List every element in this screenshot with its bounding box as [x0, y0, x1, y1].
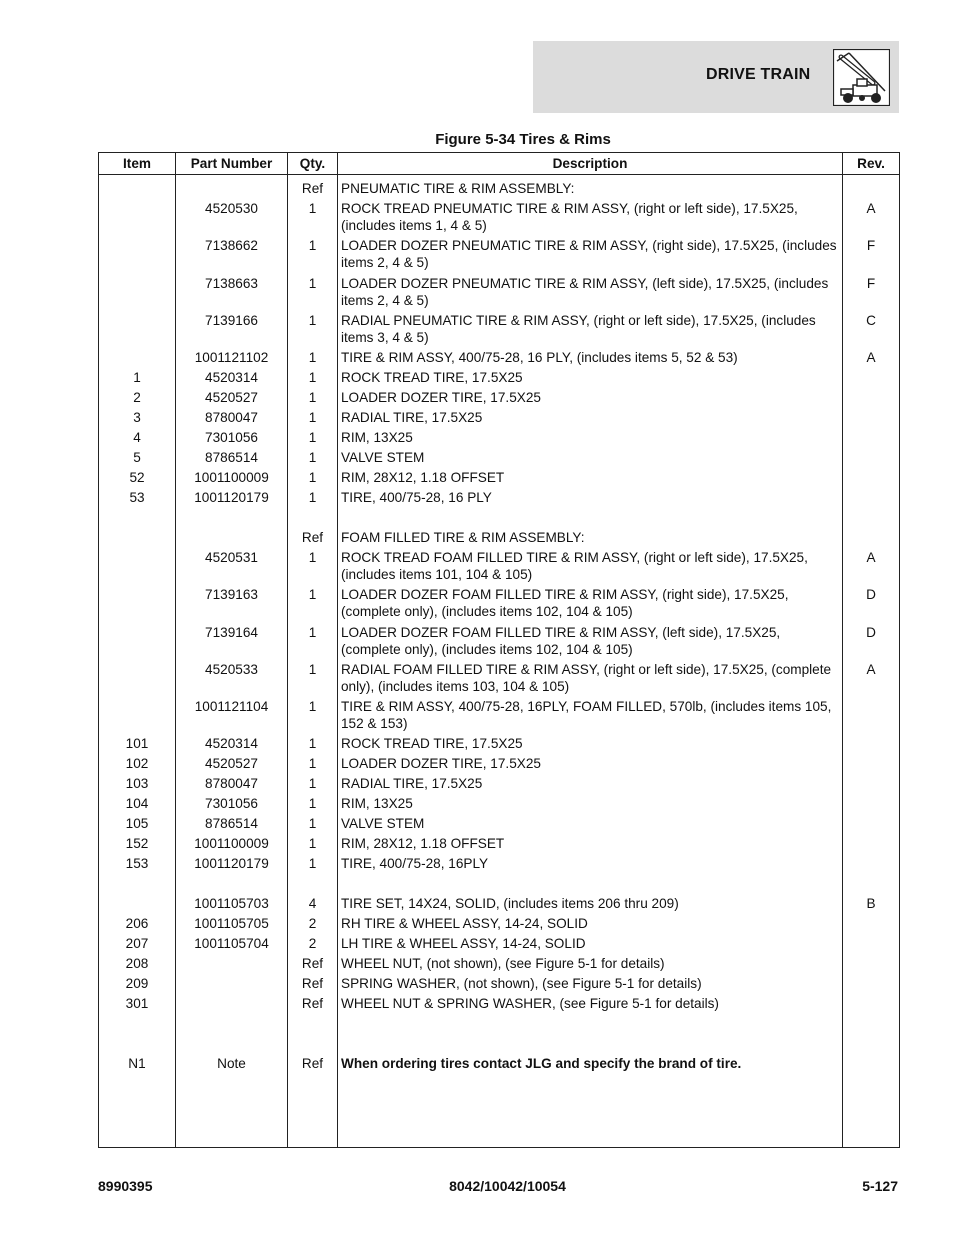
table-row: [99, 586, 900, 624]
rev-cell: [843, 1015, 900, 1055]
rev-cell: [843, 509, 900, 529]
table-header-row: [99, 153, 900, 175]
rev-cell: A: [843, 661, 900, 698]
table-row: [99, 509, 900, 529]
description-cell: ROCK TREAD TIRE, 17.5X25: [338, 735, 843, 755]
part-number-cell: 4520314: [176, 735, 288, 755]
description-cell: VALVE STEM: [338, 815, 843, 835]
part-number-cell: 7139163: [176, 586, 288, 624]
column-header-rev: Rev.: [843, 153, 900, 175]
rev-cell: [843, 409, 900, 429]
part-number-cell: 4520527: [176, 755, 288, 775]
qty-cell: Ref: [288, 529, 338, 549]
rev-cell: [843, 529, 900, 549]
description-cell: LOADER DOZER PNEUMATIC TIRE & RIM ASSY, (left side), 17.5X25, (includes items 2, 4 & 5): [338, 275, 843, 312]
rev-cell: [843, 735, 900, 755]
loader-machine-icon: [833, 49, 890, 106]
item-cell: [99, 312, 176, 349]
item-cell: 53: [99, 489, 176, 509]
table-row: [99, 389, 900, 409]
table-row: [99, 549, 900, 586]
table-row: [99, 1055, 900, 1148]
table-row: [99, 915, 900, 935]
description-cell: LOADER DOZER FOAM FILLED TIRE & RIM ASSY, (left side), 17.5X25, (complete only), (includes items 102, 104 & 105): [338, 624, 843, 661]
description-cell: FOAM FILLED TIRE & RIM ASSEMBLY:: [338, 529, 843, 549]
description-cell: RIM, 28X12, 1.18 OFFSET: [338, 835, 843, 855]
table-row: [99, 1015, 900, 1055]
column-header-item: Item: [99, 153, 176, 175]
rev-cell: [843, 775, 900, 795]
item-cell: 301: [99, 995, 176, 1015]
qty-cell: 1: [288, 815, 338, 835]
description-cell: RIM, 13X25: [338, 429, 843, 449]
description-cell: [338, 1015, 843, 1055]
qty-cell: 1: [288, 469, 338, 489]
part-number-cell: 8780047: [176, 409, 288, 429]
description-cell: RADIAL FOAM FILLED TIRE & RIM ASSY, (right or left side), 17.5X25, (complete only), (includes items 103, 104 & 105): [338, 661, 843, 698]
rev-cell: A: [843, 349, 900, 369]
item-cell: 104: [99, 795, 176, 815]
rev-cell: [843, 955, 900, 975]
part-number-cell: 1001121104: [176, 698, 288, 735]
rev-cell: [843, 975, 900, 995]
qty-cell: 1: [288, 698, 338, 735]
column-header-qty: Qty.: [288, 153, 338, 175]
item-cell: [99, 275, 176, 312]
qty-cell: 4: [288, 895, 338, 915]
table-row: [99, 735, 900, 755]
rev-cell: C: [843, 312, 900, 349]
rev-cell: [843, 389, 900, 409]
rev-cell: F: [843, 275, 900, 312]
item-cell: 4: [99, 429, 176, 449]
qty-cell: 1: [288, 389, 338, 409]
item-cell: 3: [99, 409, 176, 429]
qty-cell: 1: [288, 449, 338, 469]
description-cell: When ordering tires contact JLG and specify the brand of tire.: [338, 1055, 843, 1148]
part-number-cell: [176, 955, 288, 975]
part-number-cell: 1001120179: [176, 855, 288, 875]
table-row: [99, 835, 900, 855]
table-row: [99, 429, 900, 449]
qty-cell: 1: [288, 855, 338, 875]
qty-cell: Ref: [288, 975, 338, 995]
item-cell: [99, 529, 176, 549]
rev-cell: B: [843, 895, 900, 915]
description-cell: RADIAL TIRE, 17.5X25: [338, 409, 843, 429]
rev-cell: D: [843, 586, 900, 624]
qty-cell: 1: [288, 586, 338, 624]
item-cell: [99, 624, 176, 661]
description-cell: TIRE, 400/75-28, 16 PLY: [338, 489, 843, 509]
description-cell: TIRE SET, 14X24, SOLID, (includes items 206 thru 209): [338, 895, 843, 915]
rev-cell: [843, 815, 900, 835]
table-row: [99, 237, 900, 275]
description-cell: LOADER DOZER PNEUMATIC TIRE & RIM ASSY, (right side), 17.5X25, (includes items 2, 4 & 5): [338, 237, 843, 275]
description-cell: RIM, 13X25: [338, 795, 843, 815]
table-row: [99, 529, 900, 549]
item-cell: [99, 698, 176, 735]
item-cell: 5: [99, 449, 176, 469]
rev-cell: [843, 795, 900, 815]
qty-cell: Ref: [288, 955, 338, 975]
qty-cell: 1: [288, 755, 338, 775]
item-cell: 153: [99, 855, 176, 875]
table-row: [99, 349, 900, 369]
item-cell: 52: [99, 469, 176, 489]
parts-table: [98, 152, 900, 1148]
rev-cell: [843, 995, 900, 1015]
description-cell: ROCK TREAD PNEUMATIC TIRE & RIM ASSY, (right or left side), 17.5X25, (includes items 1, 4 & 5): [338, 200, 843, 237]
part-number-cell: [176, 995, 288, 1015]
table-row: [99, 200, 900, 237]
part-number-cell: 7139166: [176, 312, 288, 349]
description-cell: LOADER DOZER TIRE, 17.5X25: [338, 389, 843, 409]
description-cell: RADIAL TIRE, 17.5X25: [338, 775, 843, 795]
figure-title: Figure 5-34 Tires & Rims: [435, 131, 611, 148]
part-number-cell: 8780047: [176, 775, 288, 795]
part-number-cell: 7301056: [176, 429, 288, 449]
description-cell: PNEUMATIC TIRE & RIM ASSEMBLY:: [338, 180, 843, 200]
part-number-cell: 7138663: [176, 275, 288, 312]
part-number-cell: 1001105704: [176, 935, 288, 955]
table-row: [99, 855, 900, 875]
description-cell: ROCK TREAD FOAM FILLED TIRE & RIM ASSY, (right or left side), 17.5X25, (includes items 101, 104 & 105): [338, 549, 843, 586]
part-number-cell: 1001105703: [176, 895, 288, 915]
rev-cell: [843, 469, 900, 489]
part-number-cell: 1001100009: [176, 469, 288, 489]
table-row: [99, 409, 900, 429]
table-row: [99, 935, 900, 955]
part-number-cell: Note: [176, 1055, 288, 1148]
table-row: [99, 955, 900, 975]
qty-cell: 1: [288, 795, 338, 815]
qty-cell: 1: [288, 775, 338, 795]
qty-cell: 1: [288, 429, 338, 449]
description-cell: LH TIRE & WHEEL ASSY, 14-24, SOLID: [338, 935, 843, 955]
qty-cell: Ref: [288, 1055, 338, 1148]
part-number-cell: 7139164: [176, 624, 288, 661]
item-cell: 206: [99, 915, 176, 935]
qty-cell: Ref: [288, 995, 338, 1015]
rev-cell: A: [843, 200, 900, 237]
description-cell: SPRING WASHER, (not shown), (see Figure 5-1 for details): [338, 975, 843, 995]
qty-cell: 1: [288, 369, 338, 389]
rev-cell: [843, 755, 900, 775]
table-row: [99, 875, 900, 895]
table-row: [99, 775, 900, 795]
qty-cell: [288, 509, 338, 529]
description-cell: TIRE, 400/75-28, 16PLY: [338, 855, 843, 875]
part-number-cell: 8786514: [176, 449, 288, 469]
rev-cell: D: [843, 624, 900, 661]
footer-page-number: 5-127: [862, 1178, 898, 1194]
qty-cell: 1: [288, 661, 338, 698]
item-cell: 105: [99, 815, 176, 835]
item-cell: 208: [99, 955, 176, 975]
qty-cell: 2: [288, 915, 338, 935]
item-cell: 2: [99, 389, 176, 409]
description-cell: VALVE STEM: [338, 449, 843, 469]
table-row: [99, 369, 900, 389]
qty-cell: 1: [288, 312, 338, 349]
rev-cell: [843, 369, 900, 389]
rev-cell: [843, 489, 900, 509]
footer-models: 8042/10042/10054: [449, 1178, 566, 1194]
table-row: [99, 661, 900, 698]
part-number-cell: 7138662: [176, 237, 288, 275]
rev-cell: [843, 1055, 900, 1148]
description-cell: LOADER DOZER FOAM FILLED TIRE & RIM ASSY, (right side), 17.5X25, (complete only), (includes items 102, 104 & 105): [338, 586, 843, 624]
part-number-cell: 4520531: [176, 549, 288, 586]
part-number-cell: 1001100009: [176, 835, 288, 855]
item-cell: 103: [99, 775, 176, 795]
item-cell: [99, 875, 176, 895]
footer-doc-number: 8990395: [98, 1178, 153, 1194]
item-cell: [99, 200, 176, 237]
item-cell: 102: [99, 755, 176, 775]
item-cell: [99, 509, 176, 529]
item-cell: [99, 895, 176, 915]
rev-cell: A: [843, 549, 900, 586]
part-number-cell: 1001120179: [176, 489, 288, 509]
description-cell: RIM, 28X12, 1.18 OFFSET: [338, 469, 843, 489]
description-cell: RH TIRE & WHEEL ASSY, 14-24, SOLID: [338, 915, 843, 935]
table-row: [99, 275, 900, 312]
description-cell: RADIAL PNEUMATIC TIRE & RIM ASSY, (right or left side), 17.5X25, (includes items 3, 4 & 5): [338, 312, 843, 349]
item-cell: 101: [99, 735, 176, 755]
qty-cell: Ref: [288, 180, 338, 200]
part-number-cell: [176, 975, 288, 995]
description-cell: TIRE & RIM ASSY, 400/75-28, 16PLY, FOAM FILLED, 570lb, (includes items 105, 152 & 153): [338, 698, 843, 735]
qty-cell: 1: [288, 489, 338, 509]
item-cell: 209: [99, 975, 176, 995]
table-row: [99, 180, 900, 200]
part-number-cell: 7301056: [176, 795, 288, 815]
table-row: [99, 449, 900, 469]
item-cell: [99, 661, 176, 698]
rev-cell: [843, 875, 900, 895]
rev-cell: [843, 835, 900, 855]
part-number-cell: 8786514: [176, 815, 288, 835]
rev-cell: [843, 449, 900, 469]
table-row: [99, 795, 900, 815]
item-cell: N1: [99, 1055, 176, 1148]
item-cell: [99, 180, 176, 200]
table-row: [99, 489, 900, 509]
rev-cell: [843, 915, 900, 935]
item-cell: [99, 349, 176, 369]
rev-cell: [843, 429, 900, 449]
part-number-cell: 1001105705: [176, 915, 288, 935]
qty-cell: [288, 1015, 338, 1055]
description-cell: ROCK TREAD TIRE, 17.5X25: [338, 369, 843, 389]
rev-cell: F: [843, 237, 900, 275]
qty-cell: 1: [288, 409, 338, 429]
item-cell: 207: [99, 935, 176, 955]
table-row: [99, 698, 900, 735]
rev-cell: [843, 180, 900, 200]
qty-cell: 1: [288, 835, 338, 855]
qty-cell: 1: [288, 549, 338, 586]
part-number-cell: [176, 1015, 288, 1055]
column-header-description: Description: [338, 153, 843, 175]
table-row: [99, 975, 900, 995]
rev-cell: [843, 855, 900, 875]
description-cell: [338, 509, 843, 529]
section-title: DRIVE TRAIN: [706, 66, 811, 83]
item-cell: [99, 237, 176, 275]
table-row: [99, 312, 900, 349]
qty-cell: 1: [288, 735, 338, 755]
part-number-cell: 4520530: [176, 200, 288, 237]
description-cell: [338, 875, 843, 895]
part-number-cell: [176, 509, 288, 529]
qty-cell: 1: [288, 200, 338, 237]
rev-cell: [843, 698, 900, 735]
item-cell: [99, 549, 176, 586]
item-cell: 1: [99, 369, 176, 389]
part-number-cell: 4520533: [176, 661, 288, 698]
qty-cell: [288, 875, 338, 895]
table-row: [99, 995, 900, 1015]
table-row: [99, 895, 900, 915]
description-cell: TIRE & RIM ASSY, 400/75-28, 16 PLY, (includes items 5, 52 & 53): [338, 349, 843, 369]
qty-cell: 1: [288, 349, 338, 369]
table-row: [99, 624, 900, 661]
part-number-cell: 4520314: [176, 369, 288, 389]
table-row: [99, 755, 900, 775]
description-cell: LOADER DOZER TIRE, 17.5X25: [338, 755, 843, 775]
qty-cell: 1: [288, 237, 338, 275]
item-cell: [99, 586, 176, 624]
column-header-part-number: Part Number: [176, 153, 288, 175]
part-number-cell: 4520527: [176, 389, 288, 409]
description-cell: WHEEL NUT & SPRING WASHER, (see Figure 5-1 for details): [338, 995, 843, 1015]
qty-cell: 1: [288, 624, 338, 661]
part-number-cell: [176, 529, 288, 549]
table-row: [99, 469, 900, 489]
part-number-cell: [176, 180, 288, 200]
rev-cell: [843, 935, 900, 955]
part-number-cell: [176, 875, 288, 895]
description-cell: WHEEL NUT, (not shown), (see Figure 5-1 for details): [338, 955, 843, 975]
table-row: [99, 815, 900, 835]
qty-cell: 1: [288, 275, 338, 312]
item-cell: 152: [99, 835, 176, 855]
part-number-cell: 1001121102: [176, 349, 288, 369]
item-cell: [99, 1015, 176, 1055]
parts-table-body: [99, 175, 900, 1148]
qty-cell: 2: [288, 935, 338, 955]
